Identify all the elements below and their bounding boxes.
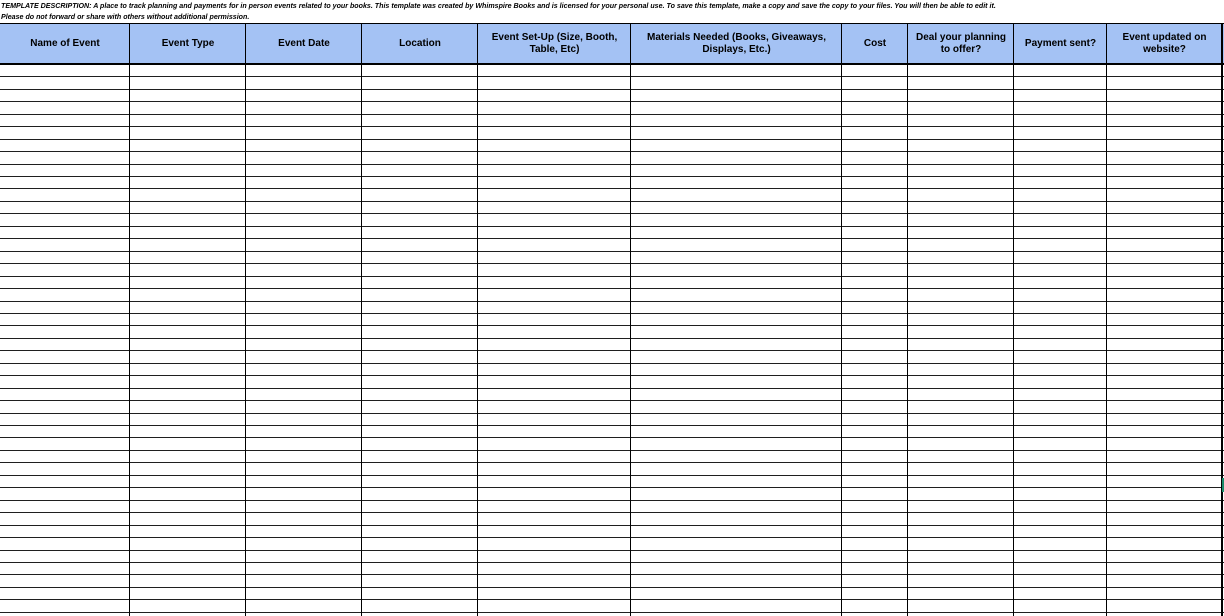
table-row[interactable]: [0, 451, 1224, 463]
column-divider: [245, 24, 246, 616]
table-row[interactable]: [0, 501, 1224, 513]
column-divider: [361, 24, 362, 616]
table-row[interactable]: [0, 364, 1224, 376]
table-row[interactable]: [0, 314, 1224, 326]
column-divider: [630, 24, 631, 616]
table-row[interactable]: [0, 513, 1224, 525]
table-row[interactable]: [0, 165, 1224, 177]
column-divider: [907, 24, 908, 616]
table-row[interactable]: [0, 439, 1224, 451]
column-header-event-type[interactable]: Event Type: [161, 37, 215, 49]
table-row[interactable]: [0, 389, 1224, 401]
column-header-event-setup[interactable]: Event Set-Up (Size, Booth, Table, Etc): [491, 31, 618, 55]
table-row[interactable]: [0, 239, 1224, 251]
column-divider: [1221, 24, 1223, 616]
column-divider: [1106, 24, 1107, 616]
table-row[interactable]: [0, 252, 1224, 264]
table-row[interactable]: [0, 526, 1224, 538]
description-line-1: TEMPLATE DESCRIPTION: A place to track planning and payments for in person events related to your books. This template was created by Whimspire Books and is licensed for your personal use. To save this template, make a copy and save the copy to your files. You will then be able to edit it.: [1, 2, 996, 10]
column-header-payment-sent[interactable]: Payment sent?: [1024, 37, 1097, 49]
column-divider: [129, 24, 130, 616]
column-header-deal-offer[interactable]: Deal your planning to offer?: [915, 31, 1006, 55]
table-row[interactable]: [0, 214, 1224, 226]
table-row[interactable]: [0, 488, 1224, 500]
table-row[interactable]: [0, 140, 1224, 152]
table-row[interactable]: [0, 190, 1224, 202]
table-row[interactable]: [0, 102, 1224, 114]
table-row[interactable]: [0, 376, 1224, 388]
table-row[interactable]: [0, 563, 1224, 575]
table-row[interactable]: [0, 600, 1224, 612]
table-row[interactable]: [0, 177, 1224, 189]
column-divider: [1013, 24, 1014, 616]
column-header-materials-needed[interactable]: Materials Needed (Books, Giveaways, Displays, Etc.): [647, 31, 826, 55]
table-row[interactable]: [0, 426, 1224, 438]
table-row[interactable]: [0, 227, 1224, 239]
table-row[interactable]: [0, 202, 1224, 214]
table-row[interactable]: [0, 152, 1224, 164]
table-row[interactable]: [0, 551, 1224, 563]
description-line-2: Please do not forward or share with others without additional permission.: [1, 12, 250, 21]
table-row[interactable]: [0, 90, 1224, 102]
table-row[interactable]: [0, 127, 1224, 139]
column-header-website-updated[interactable]: Event updated on website?: [1122, 31, 1207, 55]
table-row[interactable]: [0, 264, 1224, 276]
table-row[interactable]: [0, 575, 1224, 587]
table-row[interactable]: [0, 65, 1224, 77]
header-row: [0, 24, 1224, 65]
table-row[interactable]: [0, 289, 1224, 301]
table-row[interactable]: [0, 339, 1224, 351]
table-row[interactable]: [0, 588, 1224, 600]
data-grid[interactable]: [0, 65, 1224, 616]
table-row[interactable]: [0, 77, 1224, 89]
table-row[interactable]: [0, 401, 1224, 413]
table-row[interactable]: [0, 277, 1224, 289]
table-row[interactable]: [0, 326, 1224, 338]
column-divider: [841, 24, 842, 616]
table-row[interactable]: [0, 476, 1224, 488]
column-header-location[interactable]: Location: [399, 37, 441, 49]
column-header-cost[interactable]: Cost: [863, 37, 887, 49]
table-row[interactable]: [0, 351, 1224, 363]
table-row[interactable]: [0, 115, 1224, 127]
column-header-event-date[interactable]: Event Date: [278, 37, 330, 49]
column-divider: [477, 24, 478, 616]
table-row[interactable]: [0, 463, 1224, 475]
table-row[interactable]: [0, 414, 1224, 426]
template-description: [0, 0, 1224, 24]
table-row[interactable]: [0, 538, 1224, 550]
column-header-name-of-event[interactable]: Name of Event: [30, 37, 100, 49]
table-row[interactable]: [0, 302, 1224, 314]
